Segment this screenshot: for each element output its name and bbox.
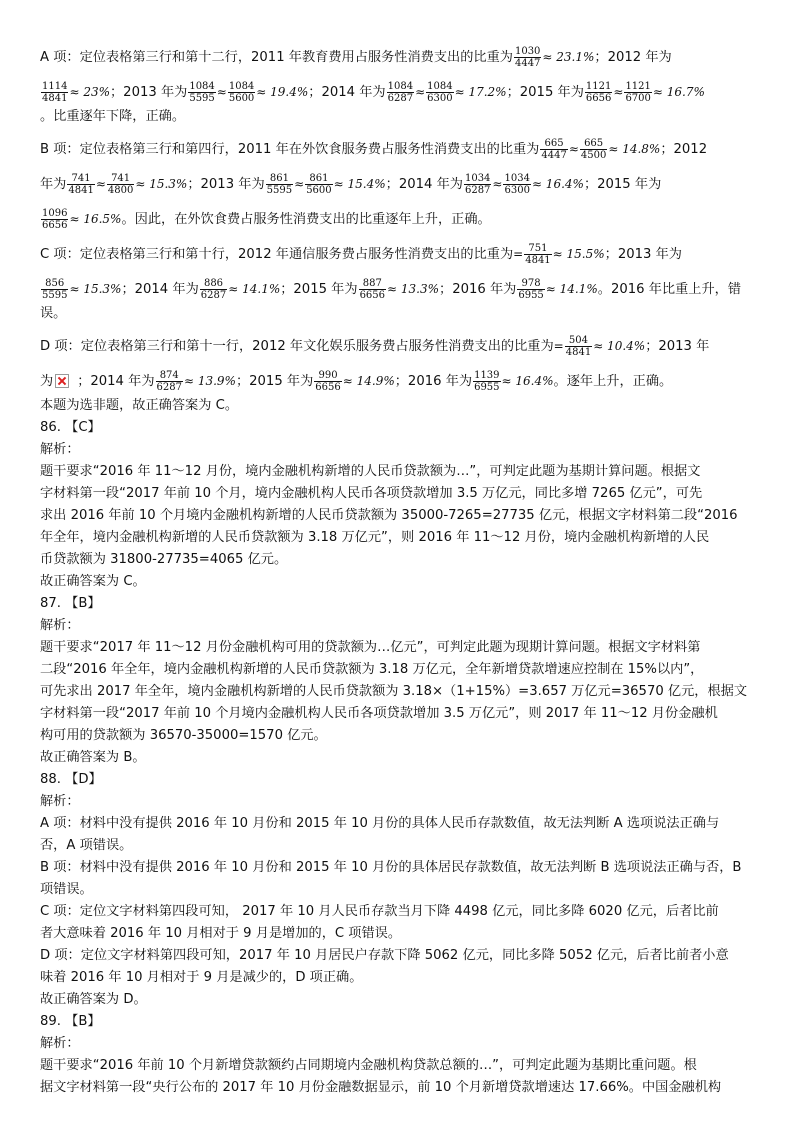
text-line: 币贷款额为 31800-27735=4065 亿元。	[40, 552, 288, 567]
approx-value: ≈ 13.3%	[387, 282, 440, 296]
numerator: 1114	[42, 80, 68, 92]
denominator: 5595	[266, 184, 293, 196]
text-line: 求出 2016 年前 10 个月境内金融机构新增的人民币贷款额为 35000-7265=27735 亿元，根据文字材料第二段“2016	[40, 508, 738, 523]
denominator: 4841	[42, 92, 68, 104]
text: ；2014 年为	[385, 177, 463, 192]
approx-value: ≈ 15.3%	[69, 282, 122, 296]
section-a-line-3: 。比重逐年下降，正确。	[40, 109, 186, 124]
denominator: 4841	[68, 184, 94, 196]
text: 。逐年上升，正确。	[553, 374, 673, 389]
approx-value: ≈ 23%	[69, 85, 110, 99]
denominator: 6656	[315, 381, 341, 393]
approx-value: ≈ 14.1%	[228, 282, 281, 296]
fraction	[266, 173, 293, 196]
denominator: 4447	[541, 149, 567, 161]
approx-value: ≈ 23.1%	[542, 50, 595, 64]
fraction	[503, 173, 530, 196]
numerator: 751	[528, 242, 548, 254]
fraction	[624, 81, 651, 104]
section-b-line-1	[40, 128, 765, 163]
text: ；2013 年为	[187, 177, 265, 192]
approx-value: ≈ 14.9%	[342, 374, 395, 388]
approx-value: ≈ 16.4%	[531, 177, 584, 191]
text-line: 年全年，境内金融机构新增的人民币贷款额为 3.18 万亿元”，则 2016 年 11～12 月份，境内金融机构新增的人民	[40, 530, 710, 545]
text-line: 者大意味着 2016 年 10 月相对于 9 月是增加的，C 项错误。	[40, 926, 402, 941]
fraction	[464, 173, 491, 196]
numerator: 887	[362, 277, 382, 289]
approx-value: ≈ 16.4%	[501, 374, 554, 388]
document-page	[40, 36, 765, 1099]
text-line: 解析：	[40, 618, 80, 633]
denominator: 4800	[107, 184, 134, 196]
answer-heading-87: 87. 【B】	[40, 596, 101, 611]
fraction	[426, 81, 453, 104]
fraction	[514, 46, 541, 69]
text: ；2016 年为	[394, 374, 473, 389]
text-line: 本题为选非题，故正确答案为 C。	[40, 398, 239, 413]
text-line: D 项：定位文字材料第四段可知，2017 年 10 月居民户存款下降 5062 亿元，同比多降 5052 亿元，后者比前者小意	[40, 948, 729, 963]
numerator: 1121	[625, 80, 651, 92]
fraction	[200, 278, 227, 301]
denominator: 6287	[156, 381, 182, 393]
denominator: 4841	[525, 254, 551, 266]
approx-value: ≈ 10.4%	[593, 339, 646, 353]
fraction	[524, 243, 551, 266]
denominator: 6700	[625, 92, 651, 104]
numerator: 1084	[387, 80, 414, 92]
text: ；2012	[660, 142, 708, 157]
text: ；2015 年为	[506, 85, 584, 100]
approx-value: ≈ 14.1%	[545, 282, 598, 296]
text: ；2014 年为	[121, 282, 199, 297]
text: C 项：定位表格第三行和第十行，2012 年通信服务费占服务性消费支出的比重为	[40, 247, 514, 262]
text-line: 据文字材料第一段“央行公布的 2017 年 10 月份金融数据显示，前 10 个月新增贷款增速达 17.66%。中国金融机构	[40, 1080, 722, 1095]
section-a-line-2	[40, 71, 765, 106]
text: ；2013 年	[645, 339, 710, 354]
text-line: 否，A 项错误。	[40, 838, 133, 853]
numerator: 886	[203, 277, 224, 289]
approx-sign: ≈	[294, 177, 305, 191]
text: ；2015 年为	[583, 177, 662, 192]
denominator: 6300	[504, 184, 530, 196]
denominator: 6955	[518, 289, 544, 301]
numerator: 861	[269, 172, 289, 184]
denominator: 5595	[42, 289, 68, 301]
answer-heading-88: 88. 【D】	[40, 772, 102, 787]
section-c-line-2	[40, 268, 765, 303]
numerator: 874	[159, 369, 179, 381]
text-line: 二段“2016 年全年，境内金融机构新增的人民币贷款额为 3.18 万亿元，全年新增贷款增速应控制在 15%以内”，	[40, 662, 704, 677]
text-line: 故正确答案为 C。	[40, 574, 146, 589]
fraction	[41, 278, 68, 301]
fraction	[188, 81, 215, 104]
denominator: 5600	[306, 184, 332, 196]
denominator: 5595	[189, 92, 215, 104]
denominator: 4500	[580, 149, 607, 161]
text: ；2013 年为	[110, 85, 188, 100]
text: ；2013 年为	[604, 247, 682, 262]
text: ；2015 年为	[235, 374, 314, 389]
text-line: 题干要求“2016 年 11～12 月份，境内金融机构新增的人民币贷款额为…”，可判定此题为基期计算问题。根据文	[40, 464, 701, 479]
text: ；2014 年为	[308, 85, 386, 100]
equals-sign: =	[553, 339, 564, 353]
numerator: 1121	[585, 80, 612, 92]
denominator: 5600	[228, 92, 255, 104]
fraction	[473, 370, 500, 393]
text-line: 题干要求“2016 年前 10 个月新增贷款额约占同期境内金融机构贷款总额的…”，可判定此题为基期比重问题。根	[40, 1058, 697, 1073]
denominator: 6300	[427, 92, 453, 104]
text-line: 解析：	[40, 442, 80, 457]
numerator: 1034	[504, 172, 530, 184]
section-a-line-1	[40, 36, 765, 71]
denominator: 6287	[387, 92, 414, 104]
approx-value: ≈ 16.5%	[69, 212, 122, 226]
numerator: 1030	[514, 45, 541, 57]
section-d-line-1	[40, 325, 765, 360]
fraction	[580, 138, 607, 161]
answer-heading-89: 89. 【B】	[40, 1014, 101, 1029]
section-b-line-2	[40, 163, 765, 198]
fraction	[565, 335, 592, 358]
denominator: 6656	[42, 219, 68, 231]
fraction	[107, 173, 134, 196]
text-line: 解析：	[40, 1036, 80, 1051]
text-line: 故正确答案为 D。	[40, 992, 147, 1007]
text-line: 解析：	[40, 794, 80, 809]
approx-value: ≈ 17.2%	[454, 85, 507, 99]
text-line: C 项：定位文字材料第四段可知， 2017 年 10 月人民币存款当月下降 4498 亿元，同比多降 6020 亿元，后者比前	[40, 904, 719, 919]
denominator: 4447	[514, 57, 541, 69]
numerator: 1034	[464, 172, 491, 184]
approx-sign: ≈	[613, 85, 624, 99]
text: ；2014 年为	[77, 374, 155, 389]
denominator: 4841	[565, 346, 592, 358]
fraction	[67, 173, 94, 196]
text: 为	[40, 374, 54, 389]
fraction	[387, 81, 414, 104]
section-c-line-3: 误。	[40, 306, 67, 321]
numerator: 741	[111, 172, 131, 184]
text-line: 字材料第一段“2017 年前 10 个月境内金融机构人民币各项贷款增加 3.5 万亿元”，则 2017 年 11～12 月份金融机	[40, 706, 718, 721]
text: D 项：定位表格第三行和第十一行，2012 年文化娱乐服务费占服务性消费支出的比重为	[40, 339, 554, 354]
approx-sign: ≈	[568, 142, 579, 156]
text: 。因此，在外饮食费占服务性消费支出的比重逐年上升，正确。	[121, 212, 491, 227]
fraction	[156, 370, 183, 393]
text-line: B 项：材料中没有提供 2016 年 10 月份和 2015 年 10 月份的具体居民存款数值，故无法判断 B 选项说法正确与否，B	[40, 860, 742, 875]
denominator: 6656	[359, 289, 386, 301]
approx-value: ≈ 19.4%	[256, 85, 309, 99]
fraction	[585, 81, 612, 104]
text-line: 题干要求“2017 年 11～12 月份金融机构可用的贷款额为…亿元”，可判定此题为现期计算问题。根据文字材料第	[40, 640, 701, 655]
numerator: 856	[45, 277, 65, 289]
text-line: A 项：材料中没有提供 2016 年 10 月份和 2015 年 10 月份的具体人民币存款数值，故无法判断 A 选项说法正确与	[40, 816, 720, 831]
text: ；2016 年为	[439, 282, 517, 297]
text: A 项：定位表格第三行和第十二行，2011 年教育费用占服务性消费支出的比重为	[40, 50, 513, 65]
approx-value: ≈ 15.4%	[333, 177, 386, 191]
section-c-line-1	[40, 233, 765, 268]
text: 。2016 年比重上升，错	[597, 282, 742, 297]
fraction	[517, 278, 544, 301]
text-line: 味着 2016 年 10 月相对于 9 月是减少的，D 项正确。	[40, 970, 363, 985]
numerator: 1084	[189, 80, 215, 92]
broken-image-icon	[55, 374, 69, 388]
section-d-line-2	[40, 360, 765, 395]
numerator: 741	[71, 172, 91, 184]
text-line: 故正确答案为 B。	[40, 750, 146, 765]
numerator: 665	[584, 137, 604, 149]
approx-value: ≈ 15.3%	[135, 177, 188, 191]
fraction	[359, 278, 386, 301]
text: ；2012 年为	[594, 50, 672, 65]
numerator: 978	[521, 277, 541, 289]
numerator: 861	[309, 172, 329, 184]
text-line: 可先求出 2017 年全年，境内金融机构新增的人民币贷款额为 3.18×（1+15%）=3.657 万亿元=36570 亿元，根据文	[40, 684, 748, 699]
denominator: 6955	[474, 381, 500, 393]
fraction	[41, 81, 68, 104]
denominator: 6287	[464, 184, 491, 196]
text: ；2015 年为	[280, 282, 358, 297]
numerator: 1139	[474, 369, 500, 381]
denominator: 6656	[585, 92, 612, 104]
section-b-line-3	[40, 198, 765, 233]
fraction	[540, 138, 567, 161]
numerator: 665	[544, 137, 564, 149]
fraction	[305, 173, 332, 196]
fraction	[314, 370, 341, 393]
approx-value: ≈ 15.5%	[552, 247, 605, 261]
approx-value: ≈ 14.8%	[608, 142, 661, 156]
numerator: 504	[568, 334, 588, 346]
numerator: 1096	[42, 207, 68, 219]
denominator: 6287	[200, 289, 227, 301]
numerator: 1084	[427, 80, 453, 92]
approx-sign: ≈	[415, 85, 426, 99]
text-line: 项错误。	[40, 882, 93, 897]
numerator: 990	[318, 369, 338, 381]
text: B 项：定位表格第三行和第四行，2011 年在外饮食服务费占服务性消费支出的比重为	[40, 142, 540, 157]
fraction	[41, 208, 68, 231]
answer-heading-86: 86. 【C】	[40, 420, 101, 435]
approx-sign: ≈	[492, 177, 503, 191]
approx-sign: ≈	[95, 177, 106, 191]
numerator: 1084	[228, 80, 255, 92]
approx-value: ≈ 13.9%	[183, 374, 236, 388]
approx-value: ≈ 16.7%	[652, 85, 705, 99]
equals-sign: =	[513, 247, 524, 261]
text: 年为	[40, 177, 67, 192]
text-line: 构可用的贷款额为 36570-35000=1570 亿元。	[40, 728, 327, 743]
approx-sign: ≈	[216, 85, 227, 99]
text-line: 字材料第一段“2017 年前 10 个月，境内金融机构人民币各项贷款增加 3.5 万亿元，同比多增 7265 亿元”，可先	[40, 486, 703, 501]
fraction	[228, 81, 255, 104]
